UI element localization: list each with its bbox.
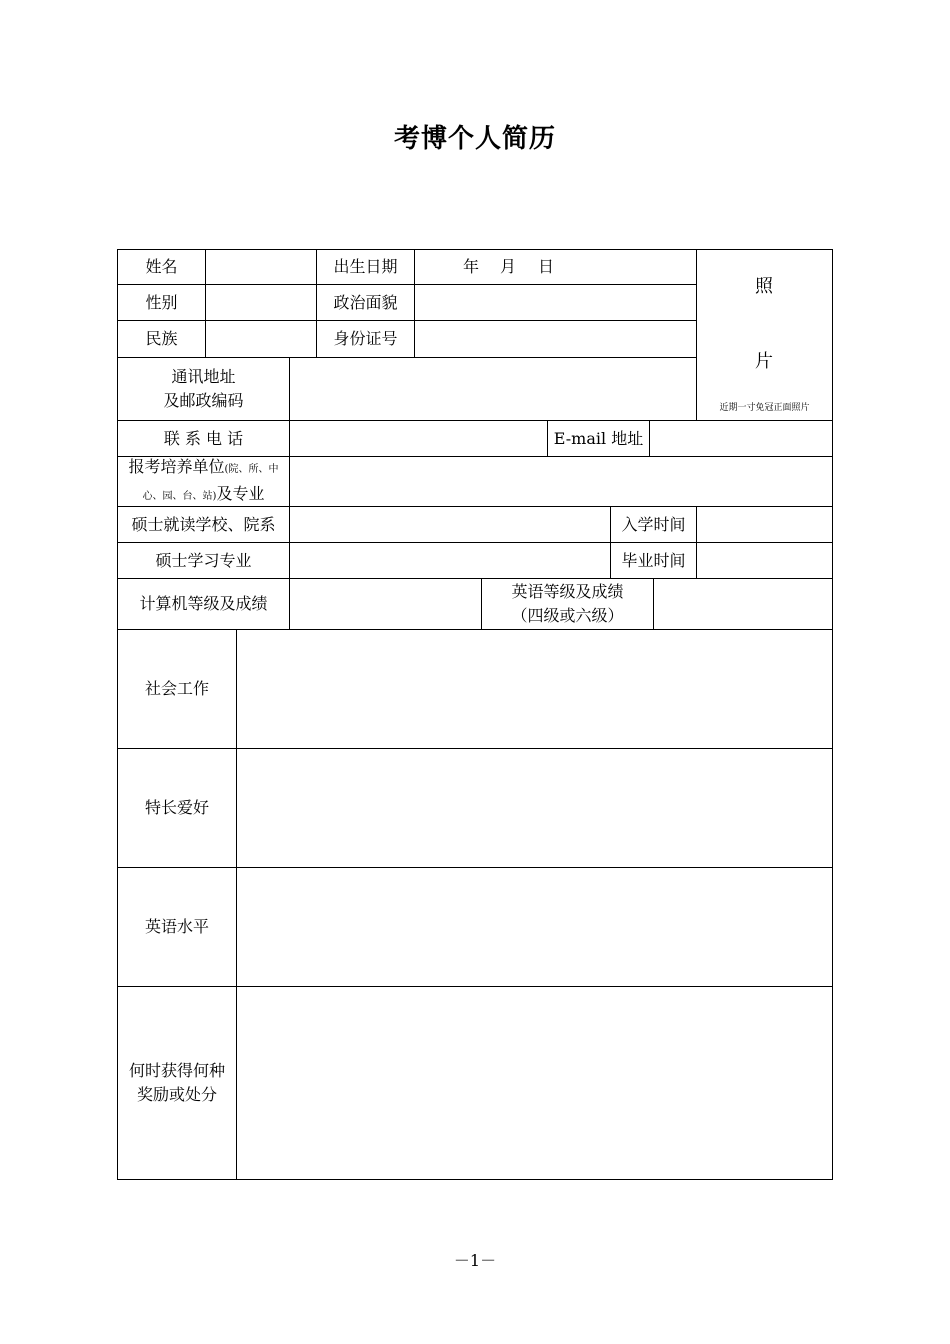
birth-date-field[interactable]	[415, 250, 696, 284]
awards-label	[118, 987, 236, 1179]
english-grade-line2: （四级或六级）	[511, 606, 624, 625]
english-grade-line1: 英语等级及成绩	[511, 582, 624, 601]
birth-day-label: 日	[538, 257, 555, 276]
master-major-label: 硕士学习专业	[155, 550, 252, 570]
english-level-label: 英语水平	[144, 917, 209, 936]
apply-label-small1: (院、所、中	[224, 463, 279, 475]
graduate-time-field[interactable]	[697, 543, 832, 578]
photo-label-char1: 照	[755, 276, 773, 297]
photo-box[interactable]	[697, 250, 832, 420]
birth-month-label: 月	[500, 257, 517, 276]
apply-label-small2: 心、园、台、站)	[142, 490, 217, 502]
address-label-line2: 及邮政编码	[163, 391, 244, 410]
photo-label-char2: 片	[755, 351, 773, 372]
ethnicity-label: 民族	[145, 329, 178, 348]
english-grade-field[interactable]	[654, 579, 832, 629]
apply-unit-label	[118, 457, 289, 506]
hobby-field[interactable]	[237, 749, 832, 867]
apply-label-tail: 及专业	[216, 483, 265, 503]
hobby-label: 特长爱好	[144, 798, 209, 817]
address-label	[118, 358, 289, 420]
computer-level-field[interactable]	[290, 579, 481, 629]
ethnicity-field[interactable]	[206, 321, 316, 357]
phone-label: 联 系 电 话	[163, 428, 244, 448]
name-label: 姓名	[145, 257, 178, 276]
name-field[interactable]	[206, 250, 316, 284]
political-status-field[interactable]	[415, 285, 696, 320]
social-work-label: 社会工作	[144, 679, 209, 698]
apply-label-main: 报考培养单位	[128, 456, 225, 476]
email-field[interactable]	[650, 421, 832, 456]
political-status-label: 政治面貌	[333, 292, 398, 312]
awards-label-line1: 何时获得何种	[128, 1061, 225, 1080]
id-number-field[interactable]	[415, 321, 696, 357]
apply-unit-field[interactable]	[290, 457, 832, 506]
english-grade-label	[482, 579, 653, 629]
awards-field[interactable]	[237, 987, 832, 1179]
email-label: E-mail 地址	[553, 428, 644, 448]
address-label-line1: 通讯地址	[171, 367, 236, 386]
master-school-label: 硕士就读学校、院系	[131, 514, 276, 534]
phone-field[interactable]	[290, 421, 547, 456]
address-field[interactable]	[290, 358, 696, 420]
photo-note: 近期一寸免冠正面照片	[719, 403, 810, 413]
computer-level-label: 计算机等级及成绩	[139, 594, 268, 613]
birth-date-label: 出生日期	[333, 257, 398, 276]
page-title: 考博个人简历	[393, 124, 556, 154]
master-school-field[interactable]	[290, 507, 610, 542]
enroll-time-label: 入学时间	[621, 514, 686, 534]
gender-field[interactable]	[206, 285, 316, 320]
social-work-field[interactable]	[237, 630, 832, 748]
page-number: －1－	[453, 1251, 497, 1270]
english-level-field[interactable]	[237, 868, 832, 986]
gender-label: 性别	[145, 292, 178, 312]
enroll-time-field[interactable]	[697, 507, 832, 542]
master-major-field[interactable]	[290, 543, 610, 578]
awards-label-line2: 奖励或处分	[136, 1085, 217, 1104]
graduate-time-label: 毕业时间	[621, 550, 686, 570]
birth-year-label: 年	[463, 257, 480, 276]
id-number-label: 身份证号	[333, 329, 398, 348]
